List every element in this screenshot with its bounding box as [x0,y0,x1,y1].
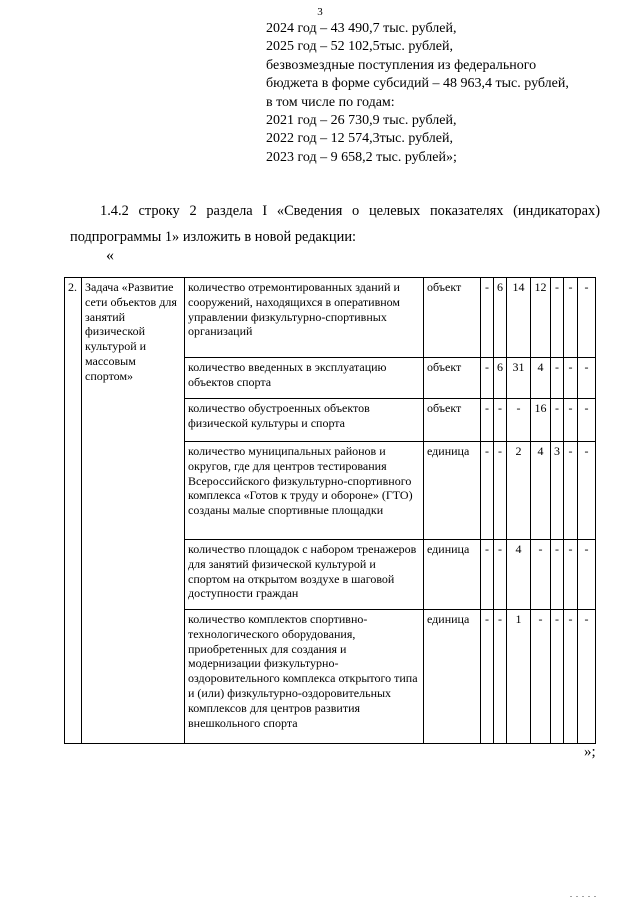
target-indicators-table [64,277,596,744]
value-cell: 12 [531,278,551,358]
value-cell: 16 [531,399,551,442]
value-cell: 4 [531,442,551,540]
funding-line: бюджета в форме субсидий – 48 963,4 тыс. рублей, [266,76,569,92]
value-cell: - [481,610,494,744]
value-cell: - [564,442,578,540]
closing-quote-mark: »; [584,744,596,760]
page-number: 3 [317,6,323,18]
indicator-cell: количество муниципальных районов и округов, где для центров тестирования Всероссийского физкультурно-спортивного комплекса «Готов к труду и обороне» (ГТО) созданы малые спортивные площадки [185,442,424,540]
value-cell: - [564,610,578,744]
funding-line: безвозмездные поступления из федерального [266,57,537,73]
funding-breakdown [266,20,569,167]
unit-cell: единица [424,540,481,610]
value-cell: 31 [507,358,531,399]
value-cell: 1 [507,610,531,744]
value-cell: - [481,442,494,540]
value-cell: - [494,442,507,540]
funding-line: 2024 год – 43 490,7 тыс. рублей, [266,21,457,36]
value-cell: 2 [507,442,531,540]
value-cell: - [564,278,578,358]
unit-cell: объект [424,399,481,442]
value-cell: - [578,610,596,744]
indicator-cell: количество введенных в эксплуатацию объектов спорта [185,358,424,399]
table-row [65,278,596,358]
value-cell: - [494,610,507,744]
value-cell: - [578,442,596,540]
page-edge-marks: . . . . . [570,890,597,899]
value-cell: - [551,540,564,610]
value-cell: - [507,399,531,442]
value-cell: 6 [494,358,507,399]
funding-line: 2025 год – 52 102,5тыс. рублей, [266,39,453,55]
funding-line: в том числе по годам: [266,94,395,110]
value-cell: - [494,540,507,610]
value-cell: - [531,610,551,744]
value-cell: - [481,540,494,610]
value-cell: 14 [507,278,531,358]
indicator-cell: количество площадок с набором тренажеров для занятий физической культурой и спортом на открытом воздухе в шаговой доступности граждан [185,540,424,610]
value-cell: - [578,358,596,399]
value-cell: 3 [551,442,564,540]
value-cell: - [551,610,564,744]
task-cell: Задача «Развитие сети объектов для занятий физической культурой и массовым спортом» [82,278,185,744]
value-cell: - [578,399,596,442]
value-cell: - [531,540,551,610]
value-cell: 4 [507,540,531,610]
funding-line: 2023 год – 9 658,2 тыс. рублей»; [266,149,457,165]
value-cell: - [564,399,578,442]
value-cell: - [481,399,494,442]
value-cell: - [564,358,578,399]
value-cell: 4 [531,358,551,399]
value-cell: - [481,278,494,358]
unit-cell: единица [424,610,481,744]
indicator-cell: количество комплектов спортивно-технологического оборудования, приобретенных для создания и модернизации физкультурно-оздоровительного комплекса открытого типа и (или) физкультурно-оздоровительных комплексов для центров развития внешкольного спорта [185,610,424,744]
row-number: 2. [65,278,82,744]
value-cell: - [564,540,578,610]
value-cell: 6 [494,278,507,358]
value-cell: - [551,278,564,358]
funding-line: 2022 год – 12 574,3тыс. рублей, [266,131,453,147]
indicator-cell: количество обустроенных объектов физической культуры и спорта [185,399,424,442]
unit-cell: объект [424,278,481,358]
indicator-cell: количество отремонтированных зданий и сооружений, находящихся в оперативном управлении физкультурно-спортивных организаций [185,278,424,358]
opening-quote-mark: « [106,247,114,264]
value-cell: - [551,358,564,399]
value-cell: - [494,399,507,442]
value-cell: - [578,540,596,610]
value-cell: - [551,399,564,442]
unit-cell: единица [424,442,481,540]
funding-line: 2021 год – 26 730,9 тыс. рублей, [266,113,457,129]
value-cell: - [481,358,494,399]
unit-cell: объект [424,358,481,399]
value-cell: - [578,278,596,358]
amendment-text: 1.4.2 строку 2 раздела I «Сведения о целевых показателях (индикаторах) подпрограммы 1» изложить в новой редакции: [70,203,600,245]
amendment-paragraph [70,198,600,250]
